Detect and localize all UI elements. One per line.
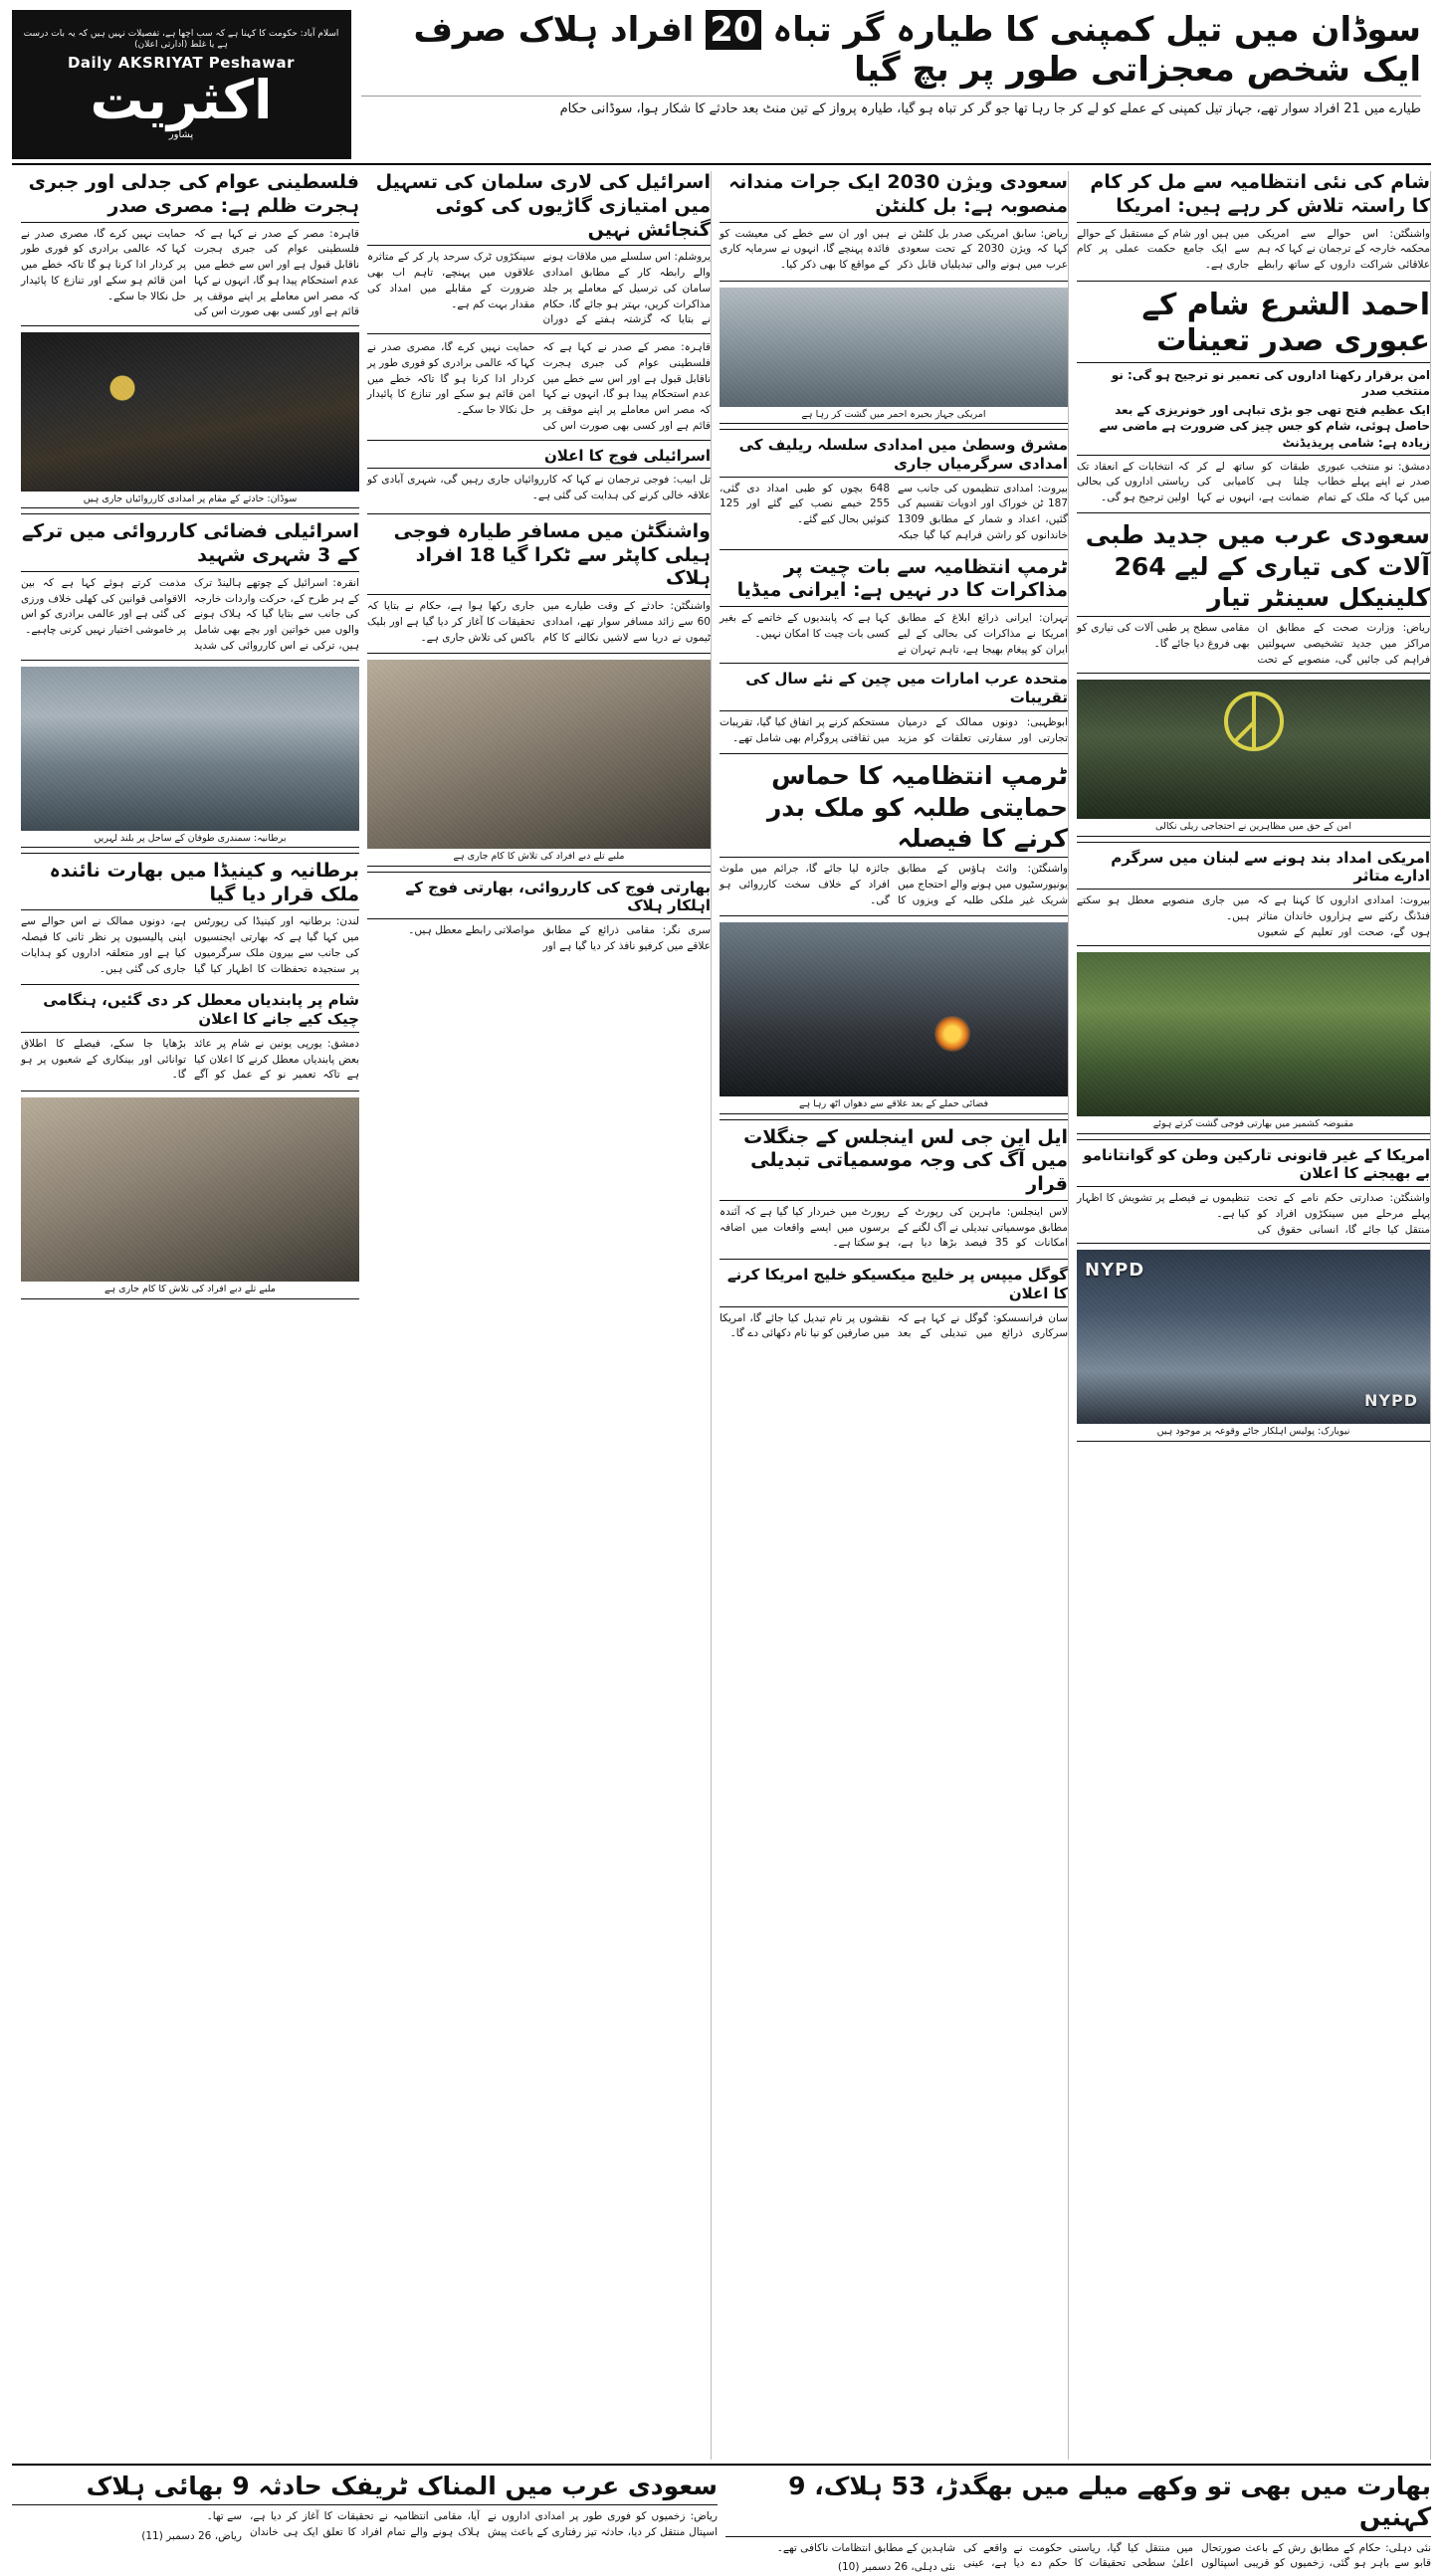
article-body xyxy=(21,1037,359,1086)
article-paragraph: نئی دہلی: حکام کے مطابق رش کے باعث صورتحال قابو سے باہر ہو گئی، زخمیوں کو قریبی اسپتالوں میں منتقل کیا گیا، ریاستی حکومت نے واقعے کی اعلیٰ سطحی تحقیقات کا حکم دے دیا ہے، عینی شاہدین کے مطابق انتظامات ناکافی تھے۔ xyxy=(725,2541,1431,2576)
article-body xyxy=(1077,460,1430,508)
article-headline: بھارتی فوج کی کارروائی، بھارتی فوج کے اہلکار ہلاک xyxy=(367,879,711,920)
article-syria-president xyxy=(21,991,359,1091)
article-uae-china xyxy=(720,670,1068,754)
article-paragraph: بیروت: امدادی اداروں کا کہنا ہے کہ فنڈنگ رکنے سے ہزاروں خاندان متاثر ہوں گے، صحت اور تعلیم کے شعبوں میں جاری منصوبے معطل ہو سکتے ہیں۔ xyxy=(1077,893,1430,940)
article-headline: شام پر پابندیاں معطل کر دی گئیں، ہنگامی چیک کیے جانے کا اعلان xyxy=(21,991,359,1033)
photo-soldier xyxy=(1077,952,1430,1116)
article-body xyxy=(720,227,1068,276)
masthead-top-line: اسلام آباد: حکومت کا کہنا ہے کہ سب اچھا ہے، تفصیلات نہیں ہیں کہ یہ بات درست ہے یا غلط (ادارتی اعلان) xyxy=(18,29,344,52)
lead-headline-part-3: صرف ایک شخص معجزاتی طور پر بچ گیا xyxy=(413,10,1421,90)
photo-soldier-block xyxy=(1077,952,1430,1139)
article-body xyxy=(1077,227,1430,276)
article-israel-army-declaration xyxy=(367,447,711,514)
article-paragraph: بیروت: امدادی تنظیموں کی جانب سے 187 ٹن خوراک اور ادویات تقسیم کی گئیں، اعداد و شمار کے مطابق 1309 خاندانوں کو راشن فراہم کیا گیا جبکہ 648 بچوں کو طبی امداد دی گئی، 255 خیمے نصب کیے گئے اور 125 کنوئیں بحال کیے گئے۔ xyxy=(720,482,1068,544)
article-washington-helicopter xyxy=(367,520,711,655)
photo-texture xyxy=(367,660,711,849)
photo-texture xyxy=(21,332,359,492)
article-paragraph: ریاض: سابق امریکی صدر بل کلنٹن نے کہا کہ ویژن 2030 کے تحت سعودی عرب میں ہونے والی تبدیلیاں قابل ذکر ہیں اور ان سے خطے کی معیشت کو فائدہ پہنچے گا، انہوں نے سرمایہ کاری کے مواقع کا بھی ذکر کیا۔ xyxy=(720,227,1068,276)
article-body xyxy=(720,482,1068,544)
article-headline: احمد الشرع شام کے عبوری صدر تعینات xyxy=(1077,288,1430,363)
article-dateline: نئی دہلی، 26 دسمبر (10) xyxy=(725,2560,955,2576)
article-paragraph: لندن: برطانیہ اور کینیڈا کی رپورٹس میں کہا گیا ہے کہ بھارتی ایجنسیوں کی جانب سے بیرون ملک سرگرمیوں پر سنجیدہ تحفظات کا اظہار کیا گیا ہے، دونوں ممالک نے اس حوالے سے اپنی پالیسیوں پر نظر ثانی کا فیصلہ کیا ہے اور متعلقہ اداروں کو ہدایات جاری کی گئی ہیں۔ xyxy=(21,914,359,979)
photo-ship xyxy=(720,288,1068,407)
article-climate-council xyxy=(720,1126,1068,1261)
column-center-left xyxy=(367,171,712,2460)
article-body xyxy=(367,340,711,435)
article-paragraph: قاہرہ: مصر کے صدر نے کہا ہے کہ فلسطینی عوام کی جبری ہجرت ناقابل قبول ہے اور اس سے خطے میں عدم استحکام پیدا ہو گا، انہوں نے کہا کہ مصر اس معاملے پر اپنے موقف پر قائم ہے اور کسی بھی صورت اس کی حمایت نہیں کرے گا، مصری صدر نے کہا کہ عالمی برادری کو فوری طور پر کردار ادا کرنا ہو گا تاکہ خطے میں امن قائم ہو سکے اور تنازع کا پائیدار حل نکالا جا سکے۔ xyxy=(21,227,359,321)
article-paragraph: دمشق: یورپی یونین نے شام پر عائد بعض پابندیاں معطل کرنے کا اعلان کیا ہے تاکہ تعمیر نو کے عمل کو آگے بڑھایا جا سکے، فیصلے کا اطلاق توانائی اور بینکاری کے شعبوں پر ہو گا۔ xyxy=(21,1037,359,1086)
article-paragraph: ابوظہبی: دونوں ممالک کے درمیان تجارتی اور سفارتی تعلقات کو مزید مستحکم کرنے پر اتفاق کیا گیا، تقریبات میں ثقافتی پروگرام بھی شامل تھے۔ xyxy=(720,715,1068,749)
article-body xyxy=(720,611,1068,658)
article-headline: امریکا کے غیر قانونی تارکین وطن کو گوانتانامو بے بھیجنے کا اعلان xyxy=(1077,1146,1430,1188)
article-palestine-grief xyxy=(21,171,359,326)
article-subheadline: امن برقرار رکھنا اداروں کی تعمیر نو ترجیح ہو گی: نو منتخب صدر xyxy=(1077,367,1430,399)
article-britain-canada xyxy=(21,860,359,986)
article-body xyxy=(367,923,711,955)
article-headline: سعودی عرب میں جدید طبی آلات کی تیاری کے لیے 264 کلینیکل سینٹر تیار xyxy=(1077,519,1430,617)
article-body xyxy=(720,1311,1068,1345)
article-body xyxy=(720,862,1068,910)
photo-rubble-secondary xyxy=(21,1097,359,1282)
article-headline: ٹرمپ انتظامیہ کا حماس حمایتی طلبہ کو ملک بدر کرنے کا فیصلہ xyxy=(720,760,1068,858)
photo-rubble xyxy=(367,660,711,849)
article-headline: فلسطینی عوام کی جدلی اور جبری ہجرت ظلم ہے: مصری صدر xyxy=(21,171,359,223)
article-headline: شام کی نئی انتظامیہ سے مل کر کام کا راستہ تلاش کر رہے ہیں: امریکا xyxy=(1077,171,1430,223)
photo-storm xyxy=(21,667,359,831)
article-headline: امریکی امداد بند ہونے سے لبنان میں سرگرم ادارے متاثر xyxy=(1077,849,1430,891)
lead-headline-part-2: افراد ہلاک xyxy=(518,10,695,50)
article-middle-east-relief xyxy=(720,436,1068,550)
article-body xyxy=(1077,893,1430,940)
article-bottom-saudi xyxy=(12,2471,718,2576)
article-paragraph: قاہرہ: مصر کے صدر نے کہا ہے کہ فلسطینی عوام کی جبری ہجرت ناقابل قبول ہے اور اس سے خطے میں عدم استحکام پیدا ہو گا، انہوں نے کہا کہ مصر اس معاملے پر اپنے موقف پر قائم ہے اور کسی بھی صورت اس کی حمایت نہیں کرے گا، مصری صدر نے کہا کہ عالمی برادری کو فوری طور پر کردار ادا کرنا ہو گا تاکہ خطے میں امن قائم ہو سکے اور تنازع کا پائیدار حل نکالا جا سکے۔ xyxy=(367,340,711,435)
photo-caption: سوڈان: حادثے کے مقام پر امدادی کارروائیاں جاری ہیں xyxy=(21,492,359,508)
masthead-urdu-title: اکثریت xyxy=(91,74,273,127)
column-right xyxy=(1077,171,1431,2460)
article-headline: سعودی عرب میں المناک ٹریفک حادثہ 9 بھائی ہلاک xyxy=(12,2471,718,2505)
article-israel-aid-supply xyxy=(367,171,711,334)
article-ahmad-sharaa xyxy=(1077,288,1430,514)
photo-caption: ملبے تلے دبے افراد کی تلاش کا کام جاری ہے xyxy=(21,1282,359,1298)
article-paragraph: یروشلم: اس سلسلے میں ملاقات ہونے والے رابطہ کار کے مطابق امدادی سامان کی ترسیل کے معاملے پر جلد مذاکرات کریں، بہتر ہو جائے گا، حکام نے بتایا کہ گزشتہ ہفتے کے دوران سینکڑوں ٹرک سرحد پار کر کے متاثرہ علاقوں میں پہنچے، تاہم اب بھی ضرورت کے مقابلے میں امداد کی مقدار بہت کم ہے۔ xyxy=(367,250,711,328)
photo-rescue xyxy=(21,332,359,492)
article-body xyxy=(21,576,359,655)
photo-caption: برطانیہ: سمندری طوفان کے ساحل پر بلند لہریں xyxy=(21,831,359,848)
article-headline: اسرائیل کی لاری سلمان کی تسہیل میں امتیازی گاڑیوں کی کوئی گنجائش نہیں xyxy=(367,171,711,246)
article-paragraph: واشنگٹن: حادثے کے وقت طیارے میں 60 سے زائد مسافر سوار تھے، امدادی ٹیموں نے دریا سے لاشیں نکالنے کا کام جاری رکھا ہوا ہے، حکام نے بتایا کہ تحقیقات کا آغاز کر دیا گیا ہے اور بلیک باکس کی تلاش جاری ہے۔ xyxy=(367,599,711,648)
article-body xyxy=(725,2541,1431,2576)
article-body xyxy=(1077,621,1430,668)
photo-texture xyxy=(720,922,1068,1096)
photo-nypd-block xyxy=(1077,1250,1430,1446)
photo-caption: مقبوضہ کشمیر میں بھارتی فوجی گشت کرتے ہوئے xyxy=(1077,1116,1430,1133)
photo-caption: نیویارک: پولیس اہلکار جائے وقوعہ پر موجود ہیں xyxy=(1077,1424,1430,1441)
lead-headline-part-1: سوڈان میں تیل کمپنی کا طیارہ گر تباہ xyxy=(772,10,1421,50)
article-lead: ایک عظیم فتح تھی جو بڑی تباہی اور خونریزی کے بعد حاصل ہوئی، شام کو جس چیز کی ضرورت ہے ماضی سے زیادہ ہے: شامی پریذیڈنٹ xyxy=(1077,402,1430,451)
article-paragraph: ریاض: وزارت صحت کے مطابق ان مراکز میں جدید تشخیصی سہولتیں فراہم کی جائیں گی، منصوبے کے تحت مقامی سطح پر طبی آلات کی تیاری کو بھی فروغ دیا جائے گا۔ xyxy=(1077,621,1430,668)
article-paragraph: سان فرانسسکو: گوگل نے کہا ہے کہ سرکاری ذرائع میں تبدیلی کے بعد نقشوں پر نام تبدیل کیا جائے گا، امریکا میں صارفین کو نیا نام دکھائی دے گا۔ xyxy=(720,1311,1068,1345)
article-headline: گوگل میپس پر خلیج میکسیکو خلیج امریکا کرنے کا اعلان xyxy=(720,1266,1068,1307)
article-us-aid-lebanon xyxy=(1077,849,1430,947)
photo-smoke-block xyxy=(720,922,1068,1119)
article-palestine-grief-side xyxy=(367,340,711,441)
article-paragraph: سری نگر: مقامی ذرائع کے مطابق علاقے میں کرفیو نافذ کر دیا گیا ہے اور مواصلاتی رابطے معطل ہیں۔ xyxy=(367,923,711,955)
article-saudi-clinical xyxy=(1077,519,1430,674)
article-paragraph: واشنگٹن: اس حوالے سے امریکی محکمہ خارجہ کے ترجمان نے کہا کہ ہم علاقائی شراکت داروں کے ساتھ رابطے میں ہیں اور شام کے مستقبل کے حوالے سے ایک جامع حکمت عملی پر کام جاری ہے۔ xyxy=(1077,227,1430,276)
article-iran-media-trump xyxy=(720,556,1068,665)
article-body xyxy=(1077,1191,1430,1238)
article-headline: متحدہ عرب امارات میں چین کے نئے سال کی تقریبات xyxy=(720,670,1068,711)
article-paragraph: دمشق: نو منتخب عبوری صدر نے اپنے پہلے خطاب میں کہا کہ ملک کے تمام طبقات کو ساتھ لے کر چلنا ہی کامیابی کی ضمانت ہے، انہوں نے کہا کہ انتخابات کے انعقاد تک ریاستی اداروں کی بحالی اولین ترجیح ہو گی۔ xyxy=(1077,460,1430,508)
lead-subheadline: طیارے میں 21 افراد سوار تھے، جہاز تیل کمپنی کے عملے کو لے کر جا رہا تھا جو گر کر تباہ ہو گیا، طیارہ پرواز کے تین منٹ بعد حادثے کا شکار ہوا، سوڈانی حکام xyxy=(361,96,1421,119)
column-left xyxy=(21,171,359,2460)
article-paragraph: واشنگٹن: صدارتی حکم نامے کے تحت پہلے مرحلے میں سینکڑوں افراد کو منتقل کیا جائے گا، انسانی حقوق کی تنظیموں نے فیصلے پر تشویش کا اظہار کیا ہے۔ xyxy=(1077,1191,1430,1238)
article-body xyxy=(21,227,359,321)
article-paragraph: انقرہ: اسرائیل کے چوتھے ہالینڈ ترک کے ہر طرح کے، حرکت واردات خارجہ کی جانب سے بتایا گیا کہ ہلاک ہونے والوں میں خواتین اور بچے بھی شامل ہیں، ترکی نے اس کارروائی کی شدید مذمت کرتے ہوئے کہا ہے کہ بین الاقوامی قوانین کی کھلی خلاف ورزی کی گئی ہے اور عالمی برادری کو اس پر خاموشی اختیار نہیں کرنی چاہیے۔ xyxy=(21,576,359,655)
article-headline: برطانیہ و کینیڈا میں بھارت نائندہ ملک قرار دیا گیا xyxy=(21,860,359,911)
lead-story-header xyxy=(350,10,1431,159)
article-syria-sanctions xyxy=(1077,171,1430,282)
photo-caption: امریکی جہاز بحیرہ احمر میں گشت کر رہا ہے xyxy=(720,407,1068,424)
masthead-english-title: Daily AKSRIYAT Peshawar xyxy=(68,54,295,72)
article-headline: بھارت میں بھی تو وکھے میلے میں بھگدڑ، 53 ہلاک، 9 کہنیں xyxy=(725,2471,1431,2537)
article-headline: واشنگٹن میں مسافر طیارہ فوجی ہیلی کاپٹر سے ٹکرا گیا 18 افراد ہلاک xyxy=(367,520,711,595)
photo-rubble2-block xyxy=(21,1097,359,1303)
photo-texture xyxy=(720,288,1068,407)
masthead-city: پشاور xyxy=(169,129,193,140)
photo-rescue-block xyxy=(21,332,359,514)
article-trump-students xyxy=(720,760,1068,916)
lead-headline-number: 20 xyxy=(706,10,760,50)
article-headline: مشرق وسطیٰ میں امدادی سلسلہ ریلیف کی امدادی سرگرمیاں جاری xyxy=(720,436,1068,478)
photo-caption: امن کے حق میں مظاہرین نے احتجاجی ریلی نکالی xyxy=(1077,819,1430,836)
photo-texture xyxy=(21,1097,359,1282)
article-body xyxy=(21,914,359,979)
article-us-illegal-migrants xyxy=(1077,1146,1430,1245)
divider xyxy=(1077,455,1430,456)
nypd-label: NYPD xyxy=(1085,1260,1144,1281)
peace-sign-icon xyxy=(1224,692,1284,751)
article-headline: ٹرمپ انتظامیہ سے بات چیت پر مذاکرات کا در نہیں ہے: ایرانی میڈیا xyxy=(720,556,1068,608)
article-saudi-vision xyxy=(720,171,1068,282)
nypd-label-secondary: NYPD xyxy=(1364,1391,1418,1410)
photo-texture xyxy=(21,667,359,831)
article-israel-air-ops xyxy=(21,520,359,660)
masthead-logo xyxy=(12,10,350,159)
article-india-kashmir xyxy=(367,879,711,960)
lead-headline xyxy=(361,10,1421,90)
photo-rally xyxy=(1077,680,1430,819)
column-center-right xyxy=(720,171,1069,2460)
photo-rally-block xyxy=(1077,680,1430,842)
photo-caption: فضائی حملے کے بعد علاقے سے دھواں اٹھ رہا ہے xyxy=(720,1096,1068,1113)
article-body xyxy=(367,599,711,648)
article-headline: اسرائیلی فضائی کارروائی میں ترکے کے 3 شہری شہید xyxy=(21,520,359,572)
article-dateline: ریاض، 26 دسمبر (11) xyxy=(12,2529,242,2545)
article-body xyxy=(12,2509,718,2545)
article-body xyxy=(720,1205,1068,1254)
article-headline: اسرائیلی فوج کا اعلان xyxy=(367,447,711,470)
article-paragraph: تل ابیب: فوجی ترجمان نے کہا کہ کارروائیاں جاری رہیں گی، شہری آبادی کو علاقہ خالی کرنے کی ہدایت کی گئی ہے۔ xyxy=(367,473,711,504)
explosion-icon xyxy=(934,1016,970,1052)
content-grid xyxy=(12,171,1431,2460)
article-paragraph: لاس اینجلس: ماہرین کی رپورٹ کے مطابق موسمیاتی تبدیلی نے آگ لگنے کے امکانات کو 35 فیصد بڑھا دیا ہے، رپورٹ میں خبردار کیا گیا ہے کہ آئندہ برسوں میں ایسے واقعات میں اضافہ ہو سکتا ہے۔ xyxy=(720,1205,1068,1254)
article-body xyxy=(720,715,1068,749)
article-bottom-india xyxy=(725,2471,1431,2576)
article-paragraph: واشنگٹن: وائٹ ہاؤس کے مطابق یونیورسٹیوں میں ہونے والے احتجاج میں شریک غیر ملکی طلبہ کے ویزوں کا جائزہ لیا جائے گا، جرائم میں ملوث افراد کے خلاف سخت کارروائی ہو گی۔ xyxy=(720,862,1068,910)
article-headline: ایل این جی لس اینجلس کے جنگلات میں آگ کی وجہ موسمیاتی تبدیلی قرار xyxy=(720,1126,1068,1201)
article-body xyxy=(367,250,711,328)
photo-nypd xyxy=(1077,1250,1430,1424)
article-headline: سعودی ویژن 2030 ایک جرات مندانہ منصوبہ ہے: بل کلنٹن xyxy=(720,171,1068,223)
photo-smoke xyxy=(720,922,1068,1096)
photo-storm-block xyxy=(21,667,359,854)
masthead xyxy=(12,10,1431,165)
photo-caption: ملبے تلے دبے افراد کی تلاش کا کام جاری ہے xyxy=(367,849,711,866)
article-google-gulf xyxy=(720,1266,1068,1349)
photo-ship-block xyxy=(720,288,1068,430)
photo-texture xyxy=(1077,952,1430,1116)
article-body xyxy=(367,473,711,504)
article-paragraph: تہران: ایرانی ذرائع ابلاغ کے مطابق امریکا نے مذاکرات کی بحالی کے لیے ایران کو پیغام بھیجا ہے، تاہم تہران نے کہا ہے کہ پابندیوں کے خاتمے کے بغیر کسی بات چیت کا امکان نہیں۔ xyxy=(720,611,1068,658)
photo-rubble-block xyxy=(367,660,711,872)
article-paragraph: ریاض: زخمیوں کو فوری طور پر امدادی اداروں نے اسپتال منتقل کر دیا، حادثہ تیز رفتاری کے باعث پیش آیا، مقامی انتظامیہ نے تحقیقات کا آغاز کر دیا ہے، ہلاک ہونے والے تمام افراد کا تعلق ایک ہی خاندان سے تھا۔ xyxy=(12,2509,718,2545)
